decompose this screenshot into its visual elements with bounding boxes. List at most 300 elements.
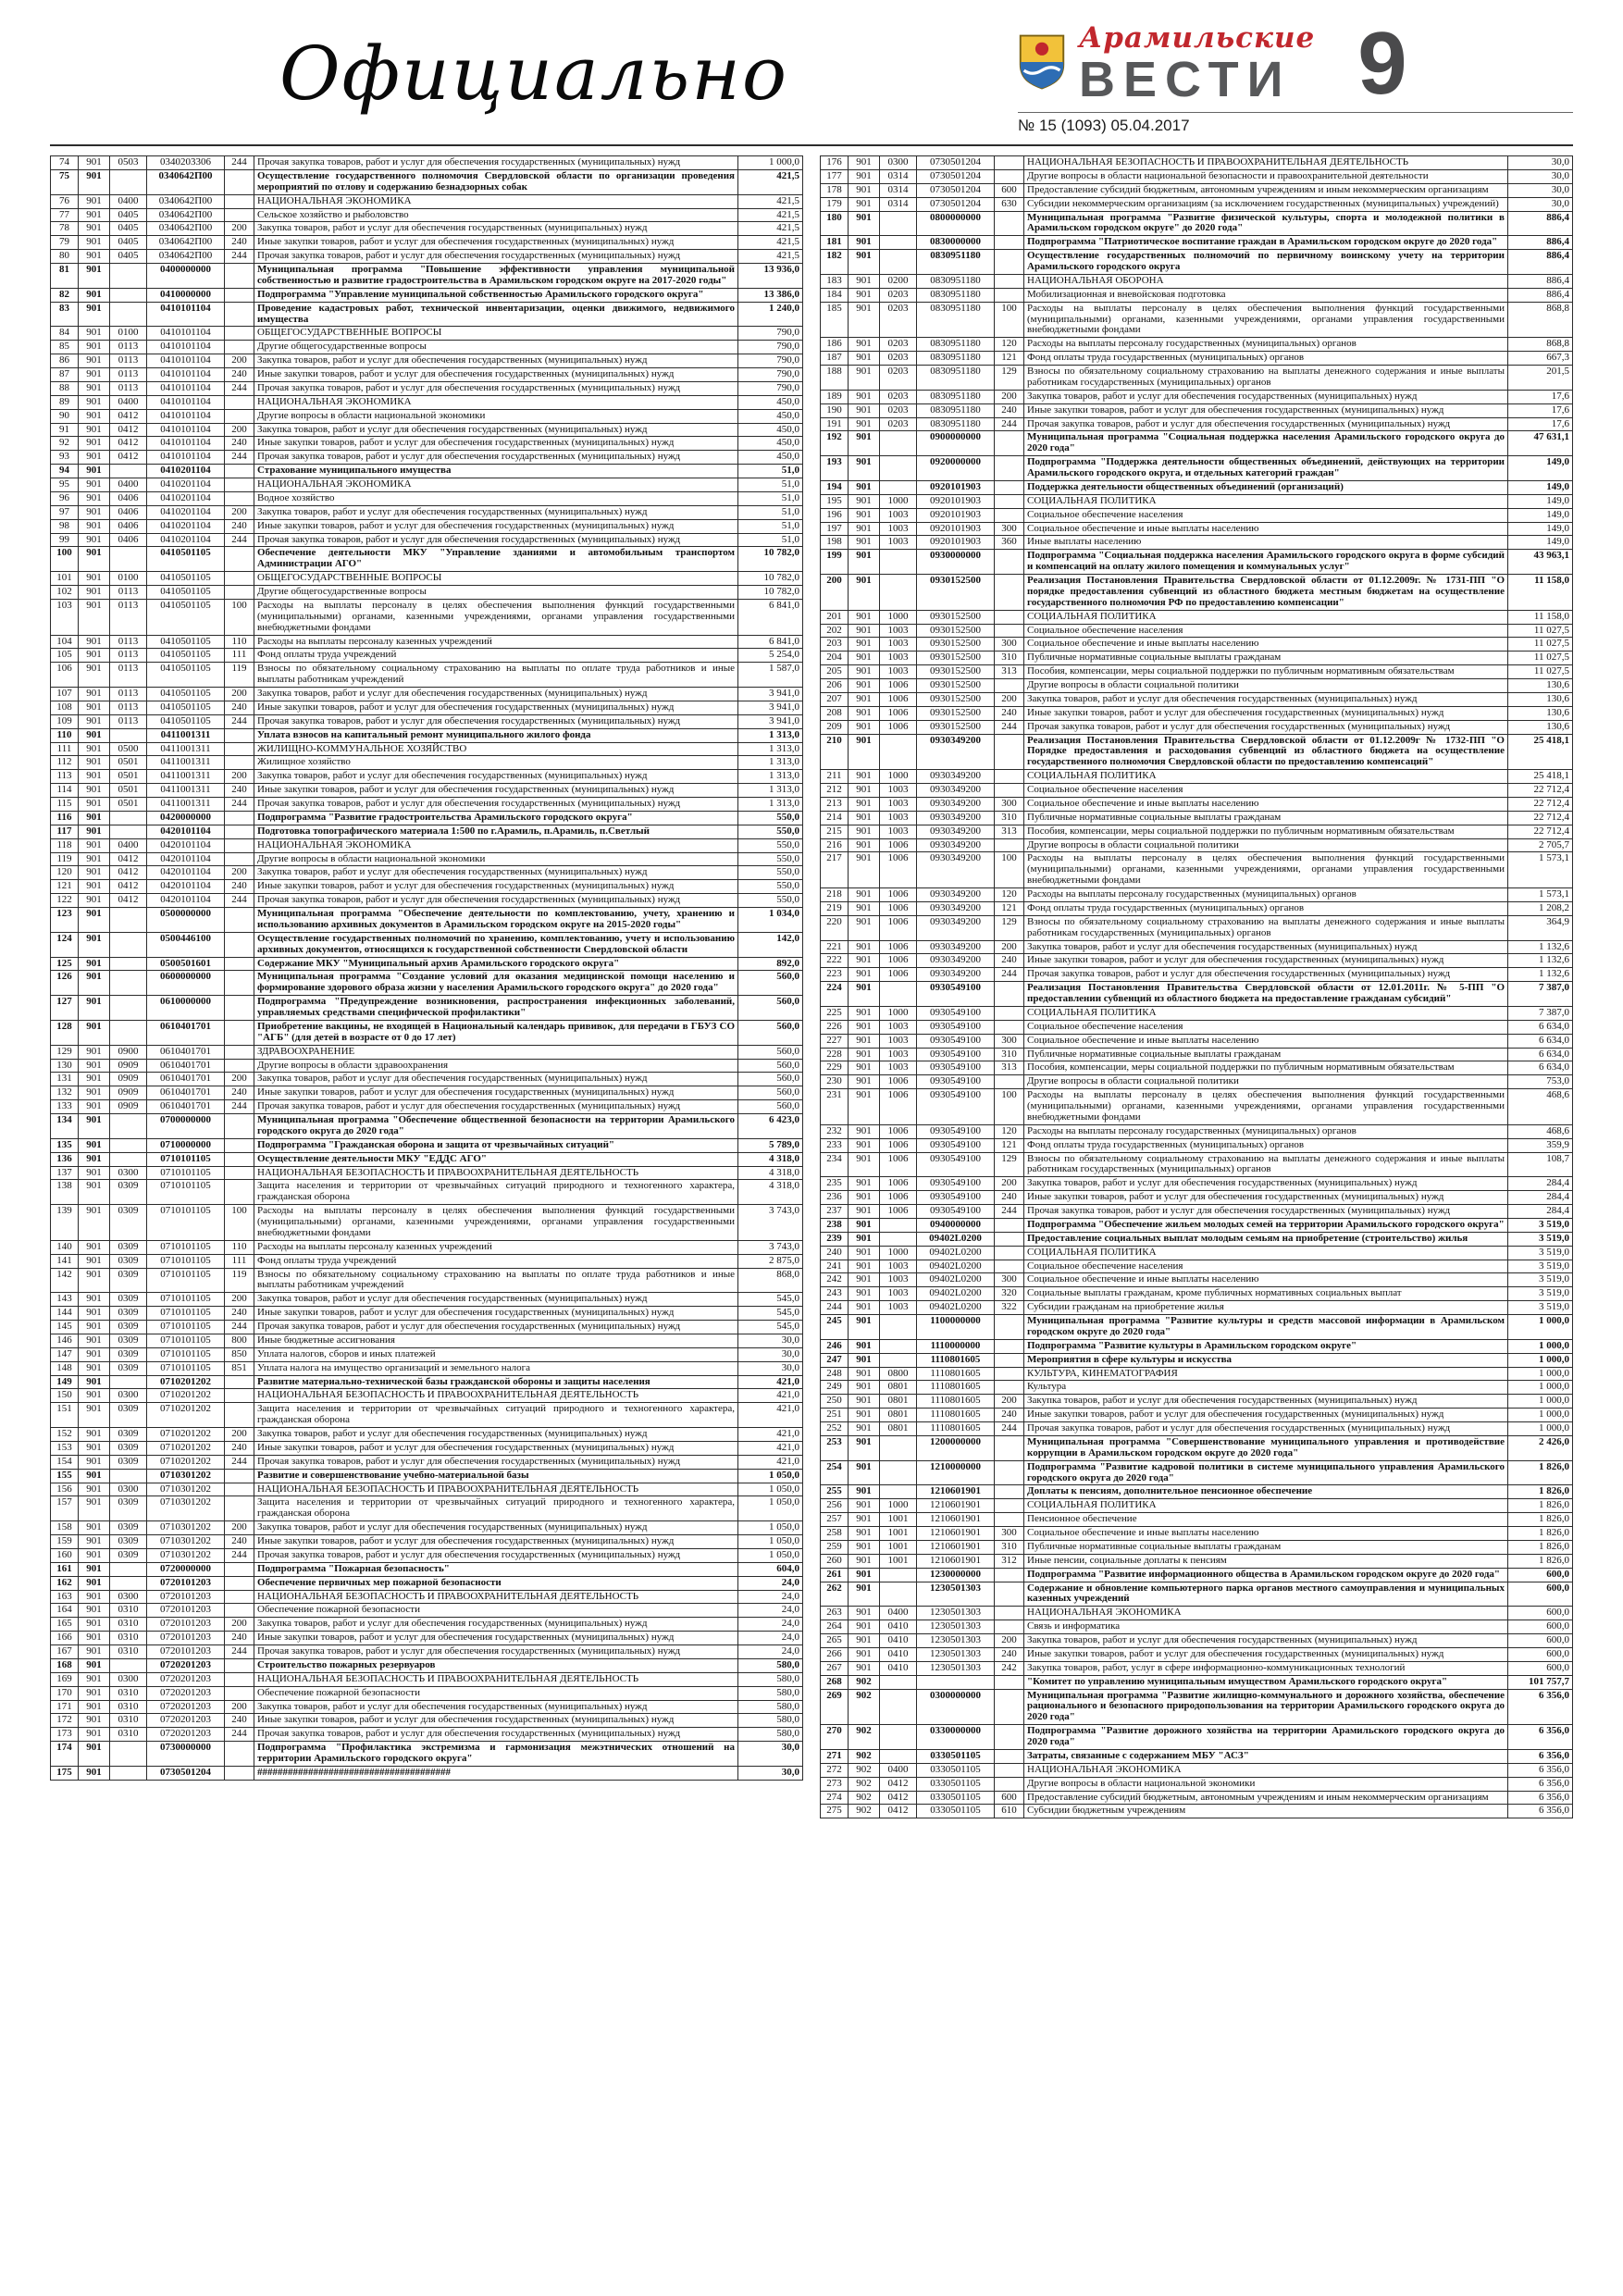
agency-code: 901 (79, 1645, 110, 1659)
row-number: 199 (821, 550, 849, 575)
agency-code: 901 (79, 1361, 110, 1375)
section-code (110, 728, 147, 742)
section-code: 0406 (110, 491, 147, 505)
agency-code: 901 (849, 1582, 880, 1607)
masthead-divider (50, 144, 1573, 146)
agency-code: 901 (849, 770, 880, 784)
target-article-code: 0411001311 (147, 784, 225, 798)
item-name: Фонд оплаты труда учреждений (254, 649, 738, 663)
section-code: 0113 (110, 586, 147, 600)
expense-type-code: 200 (225, 866, 254, 880)
expense-type-code (225, 1166, 254, 1180)
item-name: Другие вопросы в области социальной политики (1024, 1075, 1508, 1089)
amount: 6 634,0 (1508, 1048, 1573, 1061)
item-name: Расходы на выплаты персоналу государственных (муниципальных) органов (1024, 1124, 1508, 1138)
amount: 11 027,5 (1508, 652, 1573, 665)
amount: 25 418,1 (1508, 734, 1573, 770)
target-article-code: 0330501105 (917, 1805, 995, 1818)
table-row (821, 692, 1573, 706)
agency-code: 901 (849, 638, 880, 652)
agency-code: 901 (849, 940, 880, 954)
target-article-code: 0930349200 (917, 797, 995, 811)
item-name: Расходы на выплаты персоналу казенных учреждений (254, 635, 738, 649)
agency-code: 901 (849, 1034, 880, 1048)
target-article-code: 0410101104 (147, 409, 225, 423)
item-name: Пенсионное обеспечение (1024, 1513, 1508, 1527)
agency-code: 901 (849, 1006, 880, 1020)
section-code: 1006 (880, 915, 917, 940)
expense-type-code: 240 (225, 368, 254, 382)
target-article-code: 1110801605 (917, 1395, 995, 1409)
amount: 1 573,1 (1508, 888, 1573, 902)
item-name: Иные закупки товаров, работ и услуг для обеспечения государственных (муниципальных) нужд (1024, 1409, 1508, 1422)
section-code: 0412 (110, 880, 147, 894)
amount: 600,0 (1508, 1634, 1573, 1648)
target-article-code: 0411001311 (147, 756, 225, 770)
item-name: СОЦИАЛЬНАЯ ПОЛИТИКА (1024, 1246, 1508, 1260)
section-code: 0309 (110, 1428, 147, 1442)
target-article-code: 0610000000 (147, 996, 225, 1021)
target-article-code: 0930349200 (917, 852, 995, 888)
expense-type-code (225, 756, 254, 770)
agency-code: 901 (849, 652, 880, 665)
table-row (821, 1367, 1573, 1381)
table-row (51, 811, 803, 825)
section-code: 0113 (110, 635, 147, 649)
expense-type-code: 244 (225, 1548, 254, 1562)
table-row (821, 288, 1573, 302)
expense-type-code: 100 (995, 852, 1024, 888)
item-name: СОЦИАЛЬНАЯ ПОЛИТИКА (1024, 1499, 1508, 1513)
expense-type-code: 800 (225, 1334, 254, 1347)
item-name: Прочая закупка товаров, работ и услуг для обеспечения государственных (муниципальных) нужд (1024, 968, 1508, 982)
item-name: Муниципальная программа "Развитие культуры и средств массовой информации в Арамильском городском округе до 2020 года" (1024, 1315, 1508, 1340)
item-name: Закупка товаров, работ и услуг для обеспечения государственных (муниципальных) нужд (1024, 1634, 1508, 1648)
target-article-code: 0500000000 (147, 908, 225, 933)
amount: 421,0 (738, 1375, 803, 1389)
amount: 450,0 (738, 451, 803, 465)
item-name: Предоставление социальных выплат молодым семьям на приобретение (строительство) жилья (1024, 1232, 1508, 1246)
row-number: 213 (821, 797, 849, 811)
row-number: 76 (51, 194, 79, 208)
item-name: Расходы на выплаты персоналу в целях обеспечения выполнения функций государственными (муниципальными) органами, казенными учреждениями, органами управления государственными внебюджетными фондами (1024, 852, 1508, 888)
amount: 1 826,0 (1508, 1460, 1573, 1485)
amount: 1 313,0 (738, 756, 803, 770)
agency-code: 901 (849, 508, 880, 522)
table-row (51, 1766, 803, 1780)
target-article-code: 0930349200 (917, 940, 995, 954)
section-code: 1006 (880, 901, 917, 915)
amount: 604,0 (738, 1562, 803, 1576)
item-name: Подпрограмма "Развитие кадровой политики в системе муниципального управления Арамильского городского округа до 2020 года" (1024, 1460, 1508, 1485)
agency-code: 901 (79, 1020, 110, 1045)
amount: 11 027,5 (1508, 624, 1573, 638)
section-code: 1006 (880, 968, 917, 982)
expense-type-code (995, 734, 1024, 770)
item-name: Пособия, компенсации, меры социальной поддержки по публичным нормативным обязательствам (1024, 825, 1508, 838)
row-number: 183 (821, 274, 849, 288)
target-article-code: 0411001311 (147, 798, 225, 812)
row-number: 252 (821, 1422, 849, 1436)
expense-type-code (225, 478, 254, 492)
row-number: 203 (821, 638, 849, 652)
agency-code: 901 (849, 480, 880, 494)
agency-code: 901 (849, 720, 880, 734)
amount: 1 826,0 (1508, 1554, 1573, 1568)
agency-code: 901 (79, 437, 110, 451)
agency-code: 901 (79, 1455, 110, 1469)
expense-type-code: 312 (995, 1554, 1024, 1568)
section-code: 1000 (880, 770, 917, 784)
expense-type-code: 240 (225, 784, 254, 798)
row-number: 105 (51, 649, 79, 663)
row-number: 176 (821, 156, 849, 170)
row-number: 143 (51, 1293, 79, 1307)
amount: 450,0 (738, 409, 803, 423)
target-article-code: 0930549100 (917, 1205, 995, 1219)
agency-code: 901 (849, 1339, 880, 1353)
expense-type-code (225, 811, 254, 825)
amount: 51,0 (738, 533, 803, 547)
expense-type-code (995, 784, 1024, 798)
item-name: Содержание и обновление компьютерного парка органов местного самоуправления и муниципальных казенных учреждений (1024, 1582, 1508, 1607)
target-article-code: 0830951180 (917, 390, 995, 403)
agency-code: 901 (849, 575, 880, 611)
item-name: Закупка товаров, работ и услуг для обеспечения государственных (муниципальных) нужд (1024, 1177, 1508, 1191)
agency-code: 901 (849, 1246, 880, 1260)
section-code: 0405 (110, 250, 147, 264)
agency-code: 901 (849, 456, 880, 481)
brand-name-bottom: ВЕСТИ (1079, 52, 1292, 107)
target-article-code: 0710301202 (147, 1469, 225, 1483)
expense-type-code (995, 550, 1024, 575)
agency-code: 901 (79, 1728, 110, 1742)
section-code (880, 982, 917, 1007)
target-article-code: 1210601901 (917, 1527, 995, 1541)
item-name: Закупка товаров, работ и услуг для обеспечения государственных (муниципальных) нужд (254, 1428, 738, 1442)
agency-code: 901 (79, 1045, 110, 1059)
agency-code: 901 (79, 1618, 110, 1632)
agency-code: 901 (79, 932, 110, 957)
agency-code: 901 (849, 1301, 880, 1315)
row-number: 140 (51, 1240, 79, 1254)
expense-type-code: 200 (995, 1395, 1024, 1409)
row-number: 129 (51, 1045, 79, 1059)
section-code: 0410 (880, 1647, 917, 1661)
target-article-code: 0830951180 (917, 338, 995, 352)
table-row (821, 1075, 1573, 1089)
amount: 892,0 (738, 957, 803, 971)
table-row (51, 1205, 803, 1241)
section-code (880, 211, 917, 236)
row-number: 149 (51, 1375, 79, 1389)
row-number: 170 (51, 1686, 79, 1700)
expense-type-code (225, 1766, 254, 1780)
target-article-code: 0940000000 (917, 1218, 995, 1232)
expense-type-code (225, 1114, 254, 1139)
agency-code: 901 (79, 663, 110, 688)
table-row (821, 1527, 1573, 1541)
table-row (821, 1260, 1573, 1273)
amount: 3 519,0 (1508, 1260, 1573, 1273)
amount: 580,0 (738, 1728, 803, 1742)
target-article-code: 0710201202 (147, 1403, 225, 1428)
section-code: 1006 (880, 706, 917, 720)
amount: 1 000,0 (1508, 1367, 1573, 1381)
amount: 13 936,0 (738, 264, 803, 289)
row-number: 136 (51, 1152, 79, 1166)
target-article-code: 0411001311 (147, 742, 225, 756)
table-row (51, 250, 803, 264)
table-row (51, 1496, 803, 1521)
table-row (51, 354, 803, 368)
brand-name-top: Арамильские (1079, 21, 1316, 55)
table-row (51, 635, 803, 649)
target-article-code: 0930549100 (917, 1006, 995, 1020)
table-row (821, 1048, 1573, 1061)
row-number: 85 (51, 341, 79, 354)
expense-type-code (995, 156, 1024, 170)
amount: 1 826,0 (1508, 1527, 1573, 1541)
item-name: ###################################### (254, 1766, 738, 1780)
target-article-code: 0410501105 (147, 663, 225, 688)
agency-code: 901 (79, 354, 110, 368)
section-code (110, 1766, 147, 1780)
agency-code: 901 (849, 1089, 880, 1125)
section-code: 0309 (110, 1403, 147, 1428)
item-name: Прочая закупка товаров, работ и услуг для обеспечения государственных (муниципальных) нужд (254, 714, 738, 728)
item-name: Иные закупки товаров, работ и услуг для обеспечения государственных (муниципальных) нужд (254, 437, 738, 451)
expense-type-code: 200 (225, 505, 254, 519)
row-number: 239 (821, 1232, 849, 1246)
amount: 790,0 (738, 381, 803, 395)
section-code: 0113 (110, 663, 147, 688)
agency-code: 901 (849, 1218, 880, 1232)
table-row (821, 1634, 1573, 1648)
page-number: 9 (1357, 14, 1407, 114)
section-code: 0300 (110, 1590, 147, 1604)
table-row (821, 1246, 1573, 1260)
agency-code: 901 (849, 1607, 880, 1620)
expense-type-code (995, 1353, 1024, 1367)
row-number: 95 (51, 478, 79, 492)
row-number: 216 (821, 838, 849, 852)
item-name: Субсидии гражданам на приобретение жилья (1024, 1301, 1508, 1315)
expense-type-code: 200 (225, 1521, 254, 1535)
amount: 1 132,6 (1508, 940, 1573, 954)
row-number: 181 (821, 236, 849, 250)
amount: 550,0 (738, 866, 803, 880)
target-article-code: 0930152500 (917, 624, 995, 638)
expense-type-code: 244 (995, 1422, 1024, 1436)
target-article-code: 0930152500 (917, 706, 995, 720)
item-name: ОБЩЕГОСУДАРСТВЕННЫЕ ВОПРОСЫ (254, 572, 738, 586)
item-name: Подпрограмма "Развитие градостроительства Арамильского городского округа" (254, 811, 738, 825)
expense-type-code: 244 (225, 714, 254, 728)
target-article-code: 0930549100 (917, 982, 995, 1007)
amount: 600,0 (1508, 1661, 1573, 1675)
item-name: Иные закупки товаров, работ и услуг для обеспечения государственных (муниципальных) нужд (1024, 403, 1508, 417)
item-name: Муниципальная программа "Создание условий для оказания медицинской помощи населению и формирование здорового образа жизни у населения Арамильского городского округа" до 2020 года" (254, 971, 738, 996)
coat-of-arms-icon (1018, 33, 1066, 95)
table-row (51, 1403, 803, 1428)
item-name: Страхование муниципального имущества (254, 465, 738, 478)
target-article-code: 0730501204 (917, 169, 995, 183)
agency-code: 901 (79, 908, 110, 933)
row-number: 185 (821, 302, 849, 338)
agency-code: 901 (79, 728, 110, 742)
row-number: 226 (821, 1020, 849, 1034)
target-article-code: 0410501105 (147, 586, 225, 600)
section-code (110, 465, 147, 478)
section-code (880, 1435, 917, 1460)
target-article-code: 0710101105 (147, 1254, 225, 1268)
item-name: НАЦИОНАЛЬНАЯ БЕЗОПАСНОСТЬ И ПРАВООХРАНИТЕЛЬНАЯ ДЕЯТЕЛЬНОСТЬ (254, 1590, 738, 1604)
agency-code: 901 (79, 635, 110, 649)
amount: 545,0 (738, 1321, 803, 1334)
amount: 1 587,0 (738, 663, 803, 688)
item-name: Муниципальная программа "Развитие физической культуры, спорта и молодежной политики в Арамильском городском округе" до 2020 года" (1024, 211, 1508, 236)
agency-code: 901 (79, 1548, 110, 1562)
row-number: 153 (51, 1441, 79, 1455)
section-code: 1003 (880, 1034, 917, 1048)
item-name: Подпрограмма "Пожарная безопасность" (254, 1562, 738, 1576)
target-article-code: 0920101903 (917, 508, 995, 522)
target-article-code: 0830951180 (917, 403, 995, 417)
agency-code: 901 (849, 784, 880, 798)
expense-type-code: 300 (995, 797, 1024, 811)
item-name: Фонд оплаты труда учреждений (254, 1254, 738, 1268)
table-row (51, 194, 803, 208)
item-name: Муниципальная программа "Повышение эффективности управления муниципальной собственностью и развитие градостроительства в Арамильском городском округе на 2017-2020 годы" (254, 264, 738, 289)
table-row (821, 1177, 1573, 1191)
expense-type-code (995, 1315, 1024, 1340)
table-row (51, 599, 803, 635)
expense-type-code: 244 (225, 894, 254, 908)
target-article-code: 0930549100 (917, 1061, 995, 1075)
table-row (821, 734, 1573, 770)
target-article-code: 09402L0200 (917, 1232, 995, 1246)
agency-code: 901 (79, 1166, 110, 1180)
amount: 421,5 (738, 208, 803, 222)
row-number: 133 (51, 1100, 79, 1114)
amount: 1 240,0 (738, 302, 803, 327)
amount: 284,4 (1508, 1177, 1573, 1191)
row-number: 90 (51, 409, 79, 423)
amount: 284,4 (1508, 1205, 1573, 1219)
section-code: 0501 (110, 798, 147, 812)
item-name: Другие вопросы в области социальной политики (1024, 838, 1508, 852)
target-article-code: 0930349200 (917, 811, 995, 825)
expense-type-code (225, 1604, 254, 1618)
section-code: 0100 (110, 327, 147, 341)
table-row (821, 1339, 1573, 1353)
item-name: Прочая закупка товаров, работ и услуг для обеспечения государственных (муниципальных) нужд (254, 451, 738, 465)
table-row (821, 652, 1573, 665)
table-row (821, 901, 1573, 915)
table-row (51, 519, 803, 533)
section-code: 0406 (110, 505, 147, 519)
target-article-code: 0930349200 (917, 784, 995, 798)
target-article-code: 0710301202 (147, 1535, 225, 1549)
expense-type-code: 630 (995, 197, 1024, 211)
amount: 421,5 (738, 250, 803, 264)
target-article-code: 0330501105 (917, 1749, 995, 1763)
item-name: Прочая закупка товаров, работ и услуг для обеспечения государственных (муниципальных) нужд (254, 1455, 738, 1469)
item-name: Закупка товаров, работ и услуг для обеспечения государственных (муниципальных) нужд (254, 505, 738, 519)
expense-type-code: 240 (995, 1647, 1024, 1661)
target-article-code: 0610401701 (147, 1100, 225, 1114)
table-row (51, 505, 803, 519)
target-article-code: 0410501105 (147, 714, 225, 728)
agency-code: 901 (849, 1287, 880, 1301)
amount: 1 208,2 (1508, 901, 1573, 915)
agency-code: 901 (849, 494, 880, 508)
table-row (51, 1152, 803, 1166)
section-code: 0412 (110, 852, 147, 866)
amount: 284,4 (1508, 1191, 1573, 1205)
table-row (821, 1315, 1573, 1340)
expense-type-code: 129 (995, 1152, 1024, 1177)
agency-code: 901 (79, 1672, 110, 1686)
row-number: 80 (51, 250, 79, 264)
row-number: 251 (821, 1409, 849, 1422)
agency-code: 901 (79, 1073, 110, 1086)
section-code: 0405 (110, 208, 147, 222)
section-code: 0309 (110, 1347, 147, 1361)
expense-type-code (225, 957, 254, 971)
item-name: Закупка товаров, работ и услуг для обеспечения государственных (муниципальных) нужд (254, 1521, 738, 1535)
expense-type-code: 111 (225, 1254, 254, 1268)
table-row (51, 1535, 803, 1549)
target-article-code: 09402L0200 (917, 1246, 995, 1260)
amount: 17,6 (1508, 390, 1573, 403)
item-name: Расходы на выплаты персоналу в целях обеспечения выполнения функций государственными (муниципальными) органами, казенными учреждениями, органами управления государственными внебюджетными фондами (254, 599, 738, 635)
agency-code: 901 (79, 599, 110, 635)
agency-code: 901 (849, 366, 880, 391)
amount: 1 034,0 (738, 908, 803, 933)
section-code: 0310 (110, 1728, 147, 1742)
row-number: 159 (51, 1535, 79, 1549)
target-article-code: 0720101203 (147, 1618, 225, 1632)
section-code: 0310 (110, 1686, 147, 1700)
target-article-code: 1110801605 (917, 1422, 995, 1436)
amount: 47 631,1 (1508, 431, 1573, 456)
table-row (51, 1562, 803, 1576)
target-article-code: 0400000000 (147, 264, 225, 289)
agency-code: 901 (849, 838, 880, 852)
agency-code: 901 (79, 478, 110, 492)
table-row (821, 1006, 1573, 1020)
expense-type-code: 119 (225, 663, 254, 688)
table-row (821, 1422, 1573, 1436)
agency-code: 901 (79, 1496, 110, 1521)
target-article-code: 0930549100 (917, 1191, 995, 1205)
target-article-code: 0730501204 (917, 197, 995, 211)
agency-code: 901 (79, 649, 110, 663)
row-number: 100 (51, 547, 79, 572)
table-row (821, 968, 1573, 982)
section-code: 1006 (880, 1124, 917, 1138)
amount: 421,0 (738, 1428, 803, 1442)
row-number: 274 (821, 1791, 849, 1805)
agency-code: 901 (849, 1048, 880, 1061)
row-number: 115 (51, 798, 79, 812)
agency-code: 901 (849, 811, 880, 825)
amount: 1 050,0 (738, 1521, 803, 1535)
amount: 3 519,0 (1508, 1287, 1573, 1301)
amount: 130,6 (1508, 692, 1573, 706)
